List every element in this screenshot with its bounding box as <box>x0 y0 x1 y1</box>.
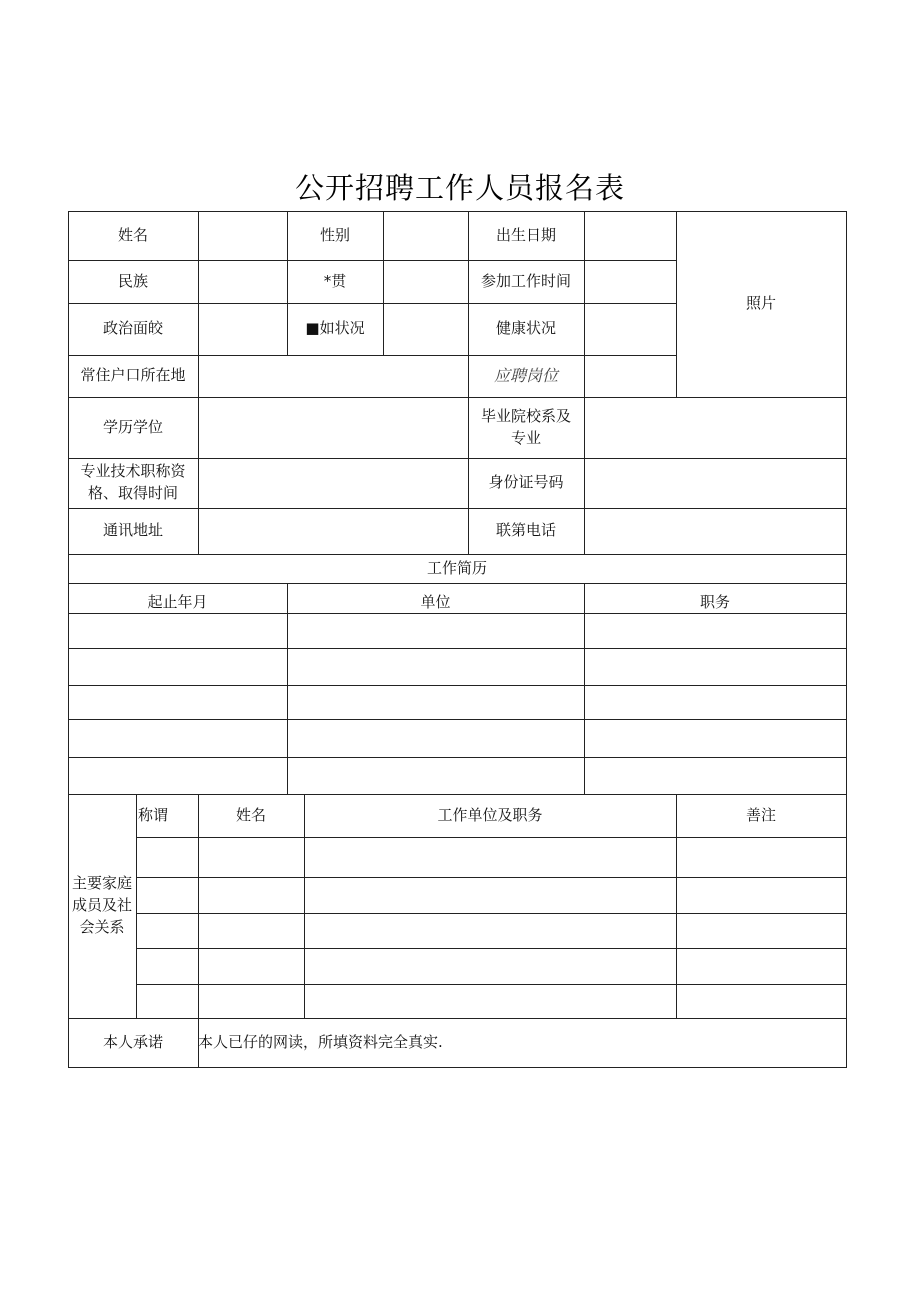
table-row[interactable] <box>584 719 846 757</box>
table-row[interactable] <box>68 757 287 794</box>
label-health: 健康状况 <box>495 319 556 338</box>
table-row[interactable] <box>136 984 846 1018</box>
label-ethnicity: 民族 <box>117 271 148 290</box>
table-row[interactable] <box>584 757 846 794</box>
label-native-place: *贯 <box>323 271 347 290</box>
input-gender[interactable] <box>383 211 468 260</box>
input-ethnicity[interactable] <box>198 260 287 303</box>
table-row[interactable] <box>287 757 584 794</box>
label-education: 学历学位 <box>102 417 163 436</box>
input-position[interactable] <box>584 355 676 397</box>
table-row[interactable] <box>68 648 287 685</box>
table-row[interactable] <box>136 948 846 984</box>
label-birth-date: 出生日期 <box>495 225 556 244</box>
table-row[interactable] <box>584 648 846 685</box>
table-row[interactable] <box>136 837 846 877</box>
input-birth-date[interactable] <box>584 211 676 260</box>
input-title-qual[interactable] <box>198 458 468 508</box>
label-school: 毕业院校系及专业 <box>480 406 571 447</box>
work-history-header: 工作简历 <box>426 558 487 577</box>
input-name[interactable] <box>198 211 287 260</box>
table-row[interactable] <box>287 613 584 648</box>
input-political[interactable] <box>198 303 287 355</box>
pledge-label: 本人承诺 <box>102 1032 163 1051</box>
pledge-text: 本人已仔的网读，所填资料完全真实. <box>198 1032 443 1051</box>
label-phone: 联第电话 <box>495 521 556 540</box>
label-position: 应聘岗位 <box>493 366 558 386</box>
input-education[interactable] <box>198 397 468 458</box>
col-employer: 单位 <box>420 593 451 612</box>
col-member-name: 姓名 <box>235 805 266 824</box>
input-household[interactable] <box>198 355 468 397</box>
input-work-start[interactable] <box>584 260 676 303</box>
label-political: 政治面皎 <box>102 319 163 338</box>
table-row[interactable] <box>136 877 846 913</box>
label-id-number: 身份证号码 <box>488 473 564 492</box>
label-name: 姓名 <box>117 225 148 244</box>
col-relation: 称谓 <box>138 805 169 824</box>
input-id-number[interactable] <box>584 458 846 508</box>
label-gender: 性别 <box>319 225 350 244</box>
input-native-place[interactable] <box>383 260 468 303</box>
table-row[interactable] <box>287 685 584 719</box>
label-address: 通讯地址 <box>102 521 163 540</box>
family-label: 主要家庭成员及社会关系 <box>71 874 132 936</box>
input-address[interactable] <box>198 508 468 554</box>
table-row[interactable] <box>68 719 287 757</box>
form-title: 公开招聘工作人员报名表 <box>294 171 625 205</box>
col-period: 起止年月 <box>147 593 208 612</box>
label-marital: ■如状况 <box>305 319 365 338</box>
col-job-title: 职务 <box>699 593 730 612</box>
table-row[interactable] <box>68 613 287 648</box>
table-row[interactable] <box>584 685 846 719</box>
table-row[interactable] <box>68 685 287 719</box>
col-member-employer: 工作单位及职务 <box>437 805 543 824</box>
input-phone[interactable] <box>584 508 846 554</box>
label-title-qual: 专业技术职称资格、取得时间 <box>80 462 186 502</box>
label-household: 常住户口所在地 <box>80 366 186 385</box>
table-row[interactable] <box>136 913 846 948</box>
input-marital[interactable] <box>383 303 468 355</box>
table-row[interactable] <box>584 613 846 648</box>
photo-box[interactable]: 照片 <box>745 294 776 313</box>
col-remarks: 善注 <box>745 805 776 824</box>
label-work-start: 参加工作时间 <box>480 271 571 290</box>
table-row[interactable] <box>287 648 584 685</box>
input-school[interactable] <box>584 397 846 458</box>
input-health[interactable] <box>584 303 676 355</box>
table-row[interactable] <box>287 719 584 757</box>
